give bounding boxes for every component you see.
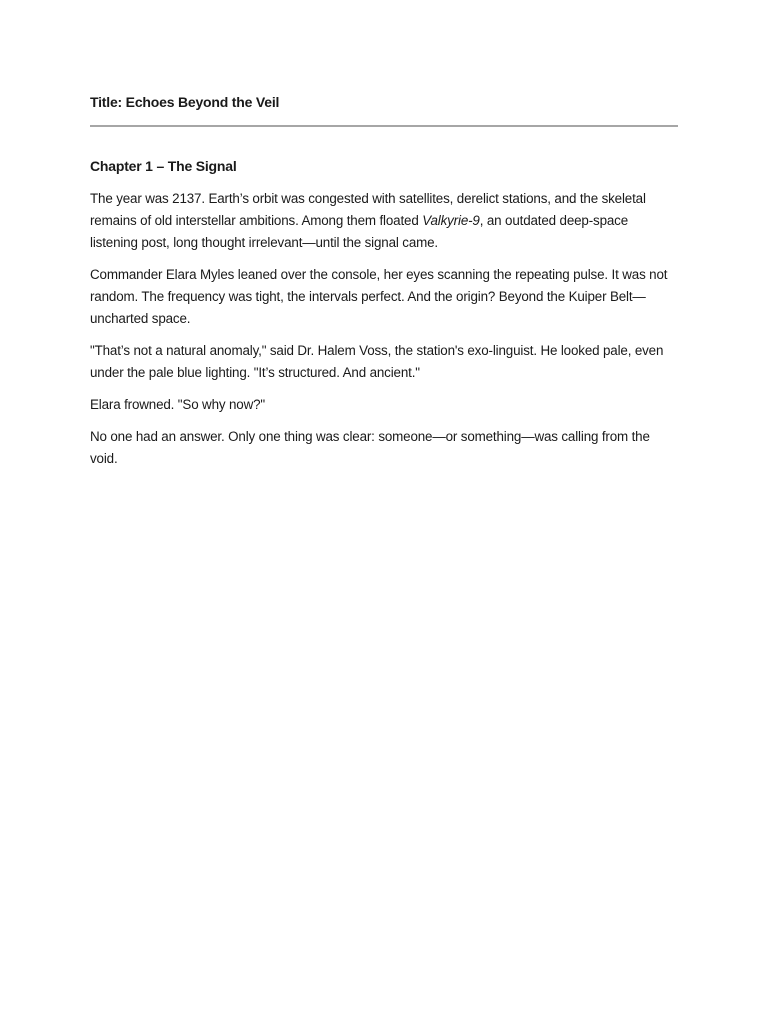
paragraph-5: No one had an answer. Only one thing was clear: someone—or something—was calling from the void. [90,429,650,466]
chapter-body [90,188,678,480]
chapter-heading: Chapter 1 – The Signal [90,158,237,174]
paragraph-3: "That’s not a natural anomaly," said Dr. Halem Voss, the station's exo-linguist. He looked pale, even under the pale blue lighting. "It’s structured. And ancient." [90,343,664,380]
title-divider [90,125,678,127]
paragraph-1-text-start: The year was 2137. Earth’s orbit was congested with satellites, derelict stations, and the skeletal remains of old interstellar ambitions. Among them floated [90,191,646,228]
document-title: Title: Echoes Beyond the Veil [90,94,280,110]
paragraph-2: Commander Elara Myles leaned over the console, her eyes scanning the repeating pulse. It was not random. The frequency was tight, the intervals perfect. And the origin? Beyond the Kuiper Belt—uncharted space. [90,267,668,326]
paragraph-1 [90,188,678,254]
paragraph-4: Elara frowned. "So why now?" [90,397,266,412]
paragraph-1-text-end: , an outdated deep-space listening post, long thought irrelevant—until the signal came. [90,213,629,250]
station-name: Valkyrie-9 [422,213,480,228]
